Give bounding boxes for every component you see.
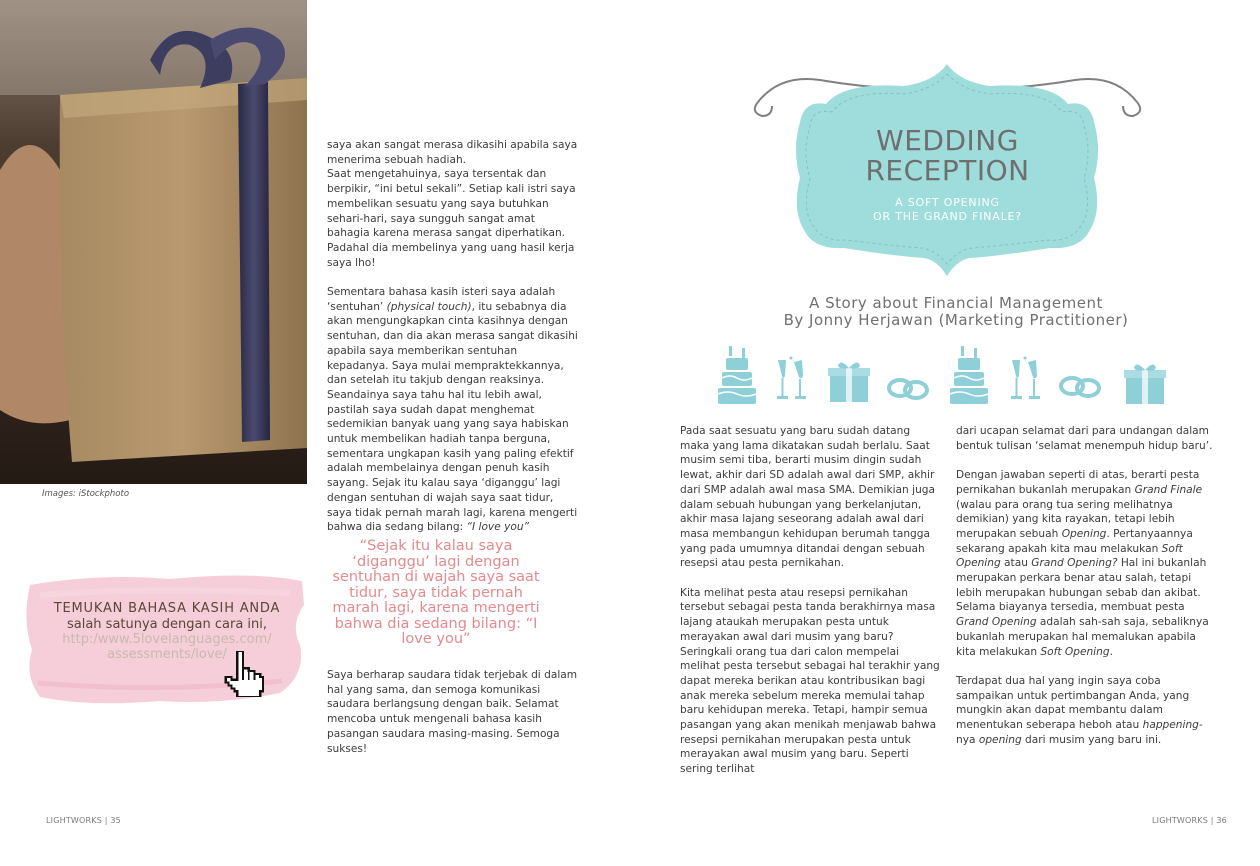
love-language-callout: [20, 565, 308, 715]
badge-subtitle-line2: OR THE GRAND FINALE?: [873, 210, 1022, 223]
closing-paragraph: [327, 668, 579, 756]
article-byline: [740, 295, 1172, 328]
page-number-left: LIGHTWORKS | 35: [46, 816, 121, 825]
gift-box-icon: [828, 360, 870, 404]
champagne-glasses-icon: [1008, 356, 1042, 404]
wedding-cake-icon: [948, 346, 990, 408]
paragraph: Kita melihat pesta atau resepsi pernikahan tersebut sebagai pesta tanda berakhirnya masa lajang ataukah merupakan pesta untuk merayakan awal dari musim yang baru? Seringkali orang tua dari calon mempelai melihat pesta tersebut sebagai hal terakhir yang dapat mereka berikan atau kontribusikan bagi anak mereka sebelum mereka memulai tahap baru kehidupan mereka. Tetapi, hampir semua pasangan yang akan menikah menjawab bahwa resepsi pernikahan merupakan pesta untuk merayakan awal musim yang baru. Seperti sering terlihat: [680, 586, 940, 776]
story-author: By Jonny Herjawan (Marketing Practitioner): [783, 310, 1129, 329]
paragraph: saya akan sangat merasa dikasihi apabila saya menerima sebuah hadiah. Saat mengetahuinya, saya tersentak dan berpikir, “ini betul sekali”. Setiap kali istri saya membelikan sesuatu yang saya butuhkan sehari-hari, saya sungguh sangat amat bahagia karena merasa sangat diperhatikan. Padahal dia membelinya yang uang hasil kerja saya lho!: [327, 139, 578, 269]
callout-heading: TEMUKAN BAHASA KASIH ANDA: [53, 601, 281, 616]
gift-box-icon: [1124, 362, 1166, 406]
page-number-right: LIGHTWORKS | 36: [1152, 816, 1227, 825]
hand-cursor-icon: [222, 651, 264, 697]
wedding-rings-icon: [1058, 370, 1102, 400]
wedding-rings-icon: [886, 372, 930, 402]
gift-box-photo: [0, 0, 307, 484]
badge-title-line1: WEDDING: [876, 124, 1019, 157]
pull-quote: “Sejak itu kalau saya ‘diganggu’ lagi dengan sentuhan di wajah saya saat tidur, saya tidak pernah marah lagi, karena mengerti bahwa dia sedang bilang: “I love you”: [332, 538, 540, 647]
assessment-link[interactable]: http:/www.5lovelanguages.com/ assessments/love/: [62, 632, 272, 662]
gift-box-illustration: [0, 0, 307, 484]
left-column-text: [327, 138, 579, 535]
paragraph: Dengan jawaban seperti di atas, berarti pesta pernikahan bukanlah merupakan Grand Finale (walau para orang tua sering melihatnya demikian) yang kita rayakan, tetapi lebih merupakan sebuah Opening. Pertanyaannya sekarang apakah kita mau melakukan Soft Opening atau Grand Opening? Hal ini bukanlah merupakan perkara benar atau salah, tetapi lebih merupakan hubungan sebab dan akibat. Selama biayanya tersedia, membuat pesta Grand Opening adalah sah-sah saja, sebaliknya bukanlah merupakan hal memalukan apabila kita melakukan Soft Opening.: [956, 469, 1209, 658]
story-title: A Story about Financial Management: [809, 294, 1103, 312]
paragraph: Sementara bahasa kasih isteri saya adalah ‘sentuhan’ (physical touch), itu sebabnya dia akan mengungkapkan cinta kasihnya dengan sentuhan, dan dia akan merasa sangat dikasihi apabila saya memberikan sentuhan kepadanya. Saya mulai mempraktekkannya, dan setelah itu takjub dengan reaksinya. Seandainya saya tahu hal itu lebih awal, pastilah saya sudah dapat menghemat sedemikian banyak uang yang saya habiskan untuk membelikan hadiah tanpa berguna, sementara ungkapan kasih yang paling efektif adalah membelainya dengan penuh kasih sayang. Sejak itu kalau saya ‘diganggu’ lagi dengan sentuhan di wajah saya saat tidur, saya tidak pernah marah lagi, karena mengerti bahwa dia sedang bilang: “I love you”: [327, 286, 578, 534]
paragraph: Saya berharap saudara tidak terjebak di dalam hal yang sama, dan semoga komunikasi saudara berlangsung dengan baik. Selamat mencoba untuk mengenali bahasa kasih pasangan saudara masing-masing. Semoga sukses!: [327, 669, 578, 755]
badge-subtitle-line1: A SOFT OPENING: [895, 196, 1000, 209]
wedding-reception-badge: [750, 60, 1145, 282]
badge-title-line2: RECEPTION: [865, 154, 1030, 187]
paragraph: Pada saat sesuatu yang baru sudah datang maka yang lama dikatakan sudah berlalu. Saat musim semi tiba, berarti musim dingin sudah lewat, akhir dari SD adalah awal dari SMP, akhir dari SMP adalah awal masa SMA. Demikian juga dalam sebuah hubungan yang berkelanjutan, akhir masa lajang seseorang adalah awal dari masa membangun kehidupan berumah tangga yang pada umumnya ditandai dengan sebuah resepsi atau pesta pernikahan.: [680, 425, 935, 570]
paragraph: dari ucapan selamat dari para undangan dalam bentuk tulisan ‘selamat menempuh hidup baru’.: [956, 425, 1213, 452]
right-column-2-text: [956, 424, 1218, 747]
right-column-1-text: [680, 424, 942, 777]
paragraph: Terdapat dua hal yang ingin saya coba sampaikan untuk pertimbangan Anda, yang mungkin akan dapat membantu dalam menentukan seberapa heboh atau happening-nya opening dari musim yang baru ini.: [956, 674, 1203, 746]
wedding-icons-row: [712, 340, 1182, 412]
callout-subline: salah satunya dengan cara ini,: [66, 617, 268, 632]
wedding-cake-icon: [716, 346, 758, 408]
champagne-glasses-icon: [774, 356, 808, 404]
photo-caption: Images: iStockphoto: [42, 489, 130, 499]
